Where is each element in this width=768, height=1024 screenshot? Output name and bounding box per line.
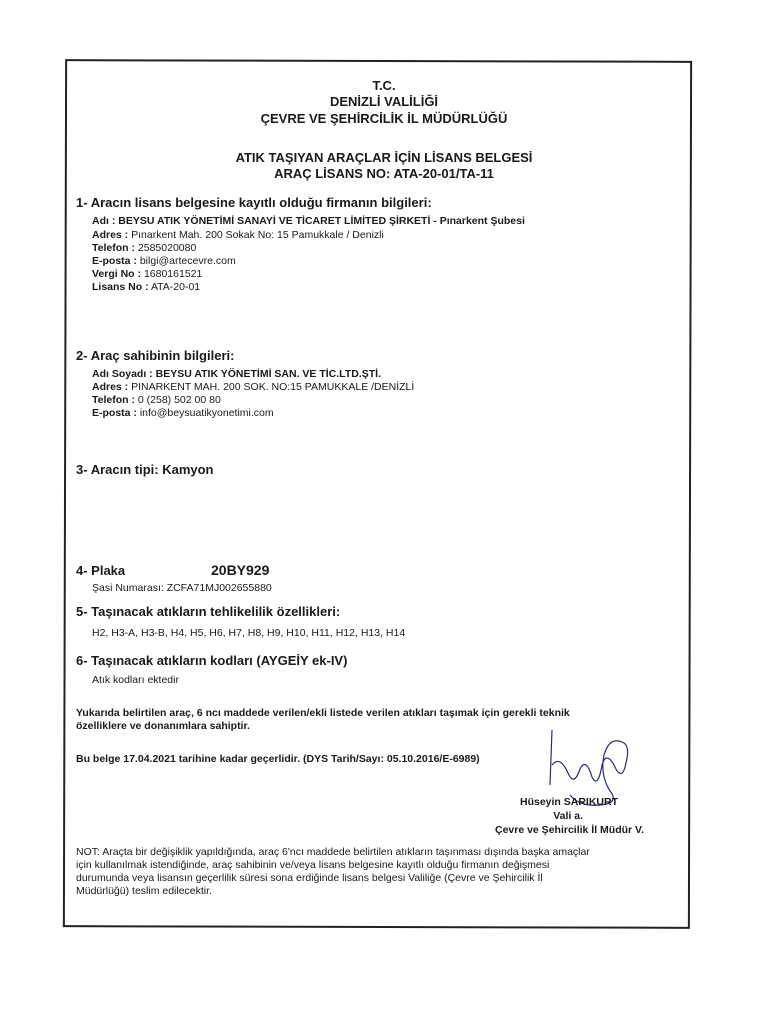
- header-directorate: ÇEVRE VE ŞEHİRCİLİK İL MÜDÜRLÜĞÜ: [260, 111, 508, 126]
- note-line3: durumunda veya lisansın geçerlilik süresi sona erdiğinde lisans belgesi Valiliğe (Çevre ve Şehircilik İl: [76, 872, 543, 884]
- firm-address-value: Pınarkent Mah. 200 Sokak No: 15 Pamukkale / Denizli: [131, 229, 384, 241]
- firm-name-label: Adı :: [92, 215, 116, 227]
- signatory-role: Vali a.: [553, 810, 583, 822]
- validity-statement: Bu belge 17.04.2021 tarihine kadar geçerlidir. (DYS Tarih/Sayı: 05.10.2016/E-6989): [76, 753, 480, 765]
- owner-name-row: [92, 368, 381, 380]
- owner-phone-label: Telefon :: [92, 394, 135, 406]
- section1-heading: 1- Aracın lisans belgesine kayıtlı olduğu firmanın bilgileri:: [76, 195, 432, 210]
- owner-address-row: [92, 381, 414, 393]
- firm-email-row: [92, 255, 236, 267]
- owner-address-value: PINARKENT MAH. 200 SOK. NO:15 PAMUKKALE /DENİZLİ: [131, 381, 415, 393]
- firm-license-row: [92, 281, 200, 293]
- owner-email-row: [92, 407, 274, 419]
- firm-tax-value: 1680161521: [143, 268, 203, 280]
- section2-heading: 2- Araç sahibinin bilgileri:: [76, 348, 235, 363]
- firm-tax-label: Vergi No :: [92, 268, 142, 280]
- section3-vehicle-type: 3- Aracın tipi: Kamyon: [76, 462, 214, 477]
- chassis-number: Şasi Numarası: ZCFA71MJ002655880: [92, 582, 272, 594]
- firm-address-row: [92, 229, 384, 241]
- owner-email-value: info@beysuatikyonetimi.com: [139, 407, 274, 419]
- header-tc: T.C.: [372, 78, 396, 93]
- note-line1: NOT: Araçta bir değişiklik yapıldığında, araç 6'ncı maddede belirtilen atıkların taşınması dışında başka amaçlar: [76, 846, 590, 858]
- owner-email-label: E-posta :: [92, 407, 137, 419]
- section5-heading: 5- Taşınacak atıkların tehlikelilik özellikleri:: [76, 604, 341, 619]
- header-governorship: DENİZLİ VALİLİĞİ: [329, 94, 439, 109]
- section4-heading: 4- Plaka: [76, 563, 126, 578]
- note-line2: için kullanılmak istendiğinde, araç sahibinin ve/veya lisans belgesine kayıtlı olduğu firmanın değişmesi: [76, 859, 550, 871]
- license-number: ARAÇ LİSANS NO: ATA-20-01/TA-11: [274, 166, 494, 181]
- firm-email-label: E-posta :: [92, 255, 137, 267]
- firm-license-value: ATA-20-01: [150, 281, 201, 293]
- firm-phone-value: 2585020080: [137, 242, 197, 254]
- owner-name-label: Adı Soyadı :: [92, 368, 153, 380]
- owner-name-value: BEYSU ATIK YÖNETİMİ SAN. VE TİC.LTD.ŞTİ.: [155, 368, 381, 380]
- owner-phone-value: 0 (258) 502 00 80: [137, 394, 221, 406]
- firm-email-value: bilgi@artecevre.com: [139, 255, 236, 267]
- firm-tax-row: [92, 268, 202, 280]
- firm-name-row: [92, 215, 525, 227]
- firm-license-label: Lisans No :: [92, 281, 149, 293]
- firm-name-value: BEYSU ATIK YÖNETİMİ SANAYİ VE TİCARET LİMİTED ŞİRKETİ - Pınarkent Şubesi: [118, 215, 525, 227]
- signatory-name: Hüseyin SARIKURT: [519, 796, 618, 808]
- firm-phone-label: Telefon :: [92, 242, 135, 254]
- owner-address-label: Adres :: [92, 381, 129, 393]
- statement-line1: Yukarıda belirtilen araç, 6 ncı maddede verilen/ekli listede verilen atıkları taşımak için gerekli teknik: [76, 707, 570, 719]
- waste-codes: Atık kodları ektedir: [92, 674, 179, 686]
- signatory-title: Çevre ve Şehircilik İl Müdür V.: [494, 824, 644, 836]
- hazard-properties: H2, H3-A, H3-B, H4, H5, H6, H7, H8, H9, H10, H11, H12, H13, H14: [92, 627, 406, 639]
- plate-number: 20BY929: [211, 562, 270, 578]
- firm-phone-row: [92, 242, 196, 254]
- document-title: ATIK TAŞIYAN ARAÇLAR İÇİN LİSANS BELGESİ: [235, 150, 533, 165]
- note-line4: Müdürlüğü) teslim edilecektir.: [76, 885, 212, 897]
- firm-address-label: Adres :: [92, 229, 129, 241]
- statement-line2: özelliklere ve donanımlara sahiptir.: [76, 720, 250, 732]
- section6-heading: 6- Taşınacak atıkların kodları (AYGEİY ek-IV): [76, 653, 348, 668]
- owner-phone-row: [92, 394, 221, 406]
